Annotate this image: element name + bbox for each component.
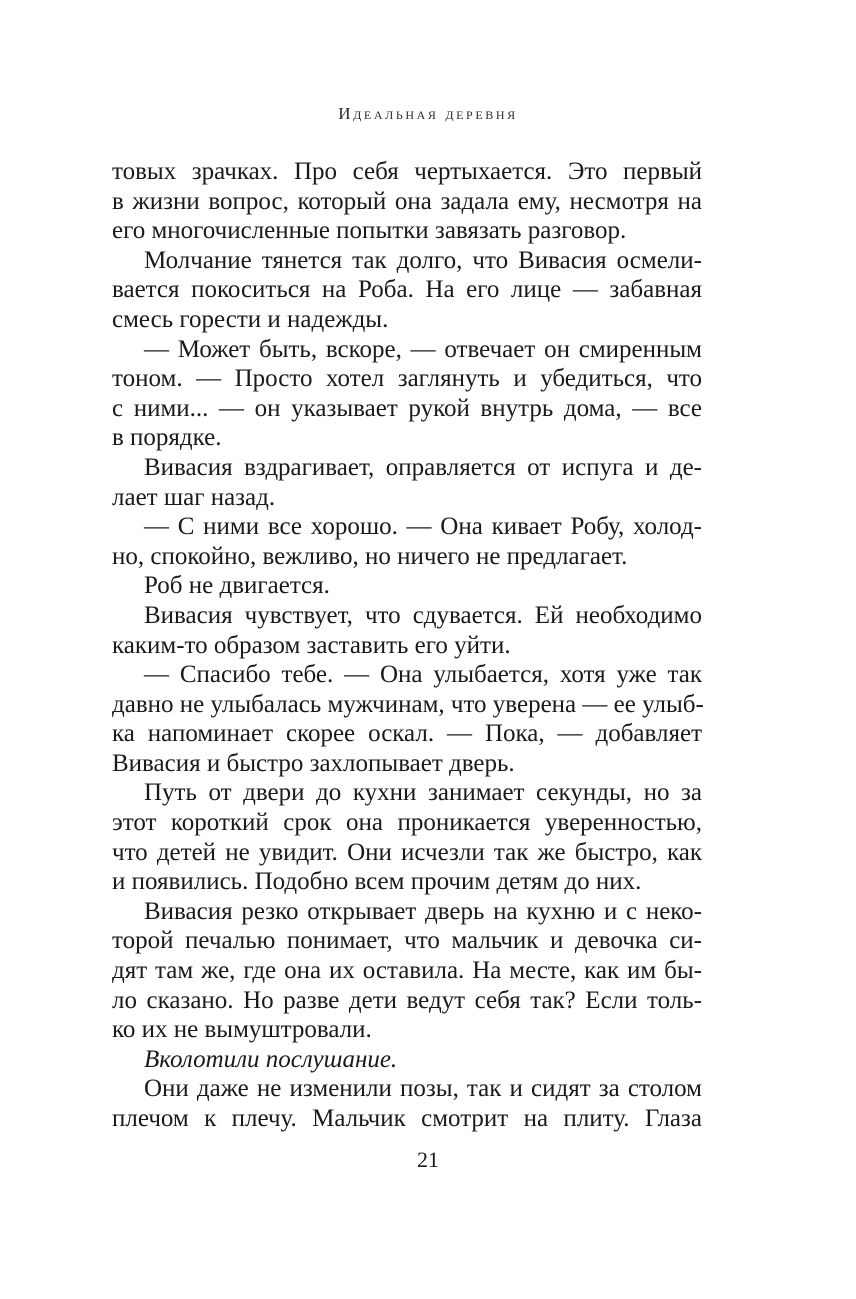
text-line: его многочисленные попытки завязать разговор. xyxy=(112,217,627,245)
running-head: Идеальная деревня xyxy=(338,104,518,123)
text-line: дят там же, где она их оставила. На месте, как им бы- xyxy=(112,957,702,985)
text-line: Вивасия и быстро захлопывает дверь. xyxy=(112,749,515,777)
text-line: Роб не двигается. xyxy=(144,572,330,600)
body-text xyxy=(112,157,702,1134)
text-line: тоном. — Просто хотел заглянуть и убедиться, что xyxy=(112,365,702,393)
text-line: Они даже не изменили позы, так и сидят за столом xyxy=(144,1075,702,1103)
text-line: но, спокойно, вежливо, но ничего не предлагает. xyxy=(112,542,628,570)
text-line: в порядке. xyxy=(112,424,222,452)
text-line: Вивасия вздрагивает, оправляется от испуга и де- xyxy=(144,453,702,481)
text-line: ка напоминает скорее оскал. — Пока, — добавляет xyxy=(112,720,702,748)
text-line: Молчание тянется так долго, что Вивасия осмели- xyxy=(144,246,702,274)
text-line: и появились. Подобно всем прочим детям до них. xyxy=(112,868,642,896)
text-line: ко их не вымуштровали. xyxy=(112,1016,372,1044)
text-line: смесь горести и надежды. xyxy=(112,305,389,333)
text-line: Вколотили послушание. xyxy=(144,1045,398,1073)
text-line: — Может быть, вскоре, — отвечает он смиренным xyxy=(144,335,702,363)
text-line: торой печалью понимает, что мальчик и девочка си- xyxy=(112,927,702,955)
text-line: что детей не увидит. Они исчезли так же быстро, как xyxy=(112,838,702,866)
text-line: этот короткий срок она проникается уверенностью, xyxy=(112,809,702,837)
text-line: ло сказано. Но разве дети ведут себя так? Если толь- xyxy=(112,986,702,1014)
text-line: лает шаг назад. xyxy=(112,483,276,511)
text-line: Вивасия резко открывает дверь на кухню и с неко- xyxy=(144,897,702,925)
text-line: Вивасия чувствует, что сдувается. Ей необходимо xyxy=(144,601,702,629)
text-line: с ними... — он указывает рукой внутрь дома, — все xyxy=(112,394,702,422)
text-line: в жизни вопрос, который она задала ему, несмотря на xyxy=(112,187,702,215)
text-line: Путь от двери до кухни занимает секунды, но за xyxy=(144,779,702,807)
text-line: каким-то образом заставить его уйти. xyxy=(112,631,511,659)
text-line: товых зрачках. Про себя чертыхается. Это первый xyxy=(112,158,702,185)
text-line: плечом к плечу. Мальчик смотрит на плиту. Глаза xyxy=(112,1105,702,1132)
text-line: — Спасибо тебе. — Она улыбается, хотя уже так xyxy=(144,661,702,689)
text-line: — С ними все хорошо. — Она кивает Робу, холод- xyxy=(144,513,702,541)
text-line: давно не улыбалась мужчинам, что уверена — ее улыб- xyxy=(112,690,704,718)
page-number: 21 xyxy=(417,1147,439,1172)
text-line: вается покоситься на Роба. На его лице — забавная xyxy=(112,276,702,304)
